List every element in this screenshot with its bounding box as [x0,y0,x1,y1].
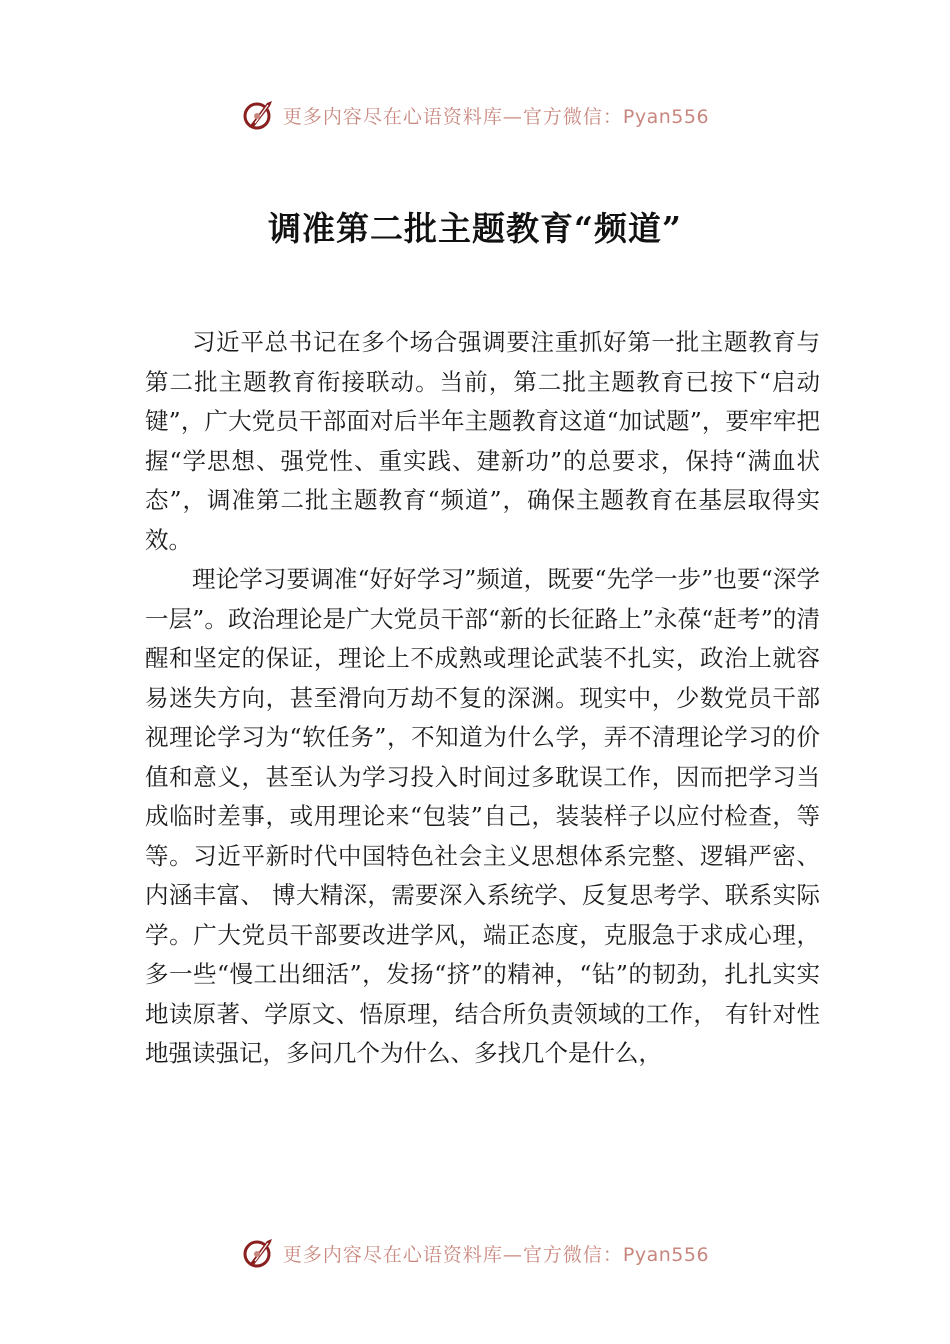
document-title: 调准第二批主题教育“频道” [268,209,682,248]
header-banner [0,95,950,135]
footer-wechat-id: Pyan556 [622,1243,710,1266]
header-wechat-id: Pyan556 [622,105,710,128]
footer-banner [0,1233,950,1273]
header-banner-text: 更多内容尽在心语资料库—官方微信：Pyan556 [282,105,710,128]
paragraph-1: 习近平总书记在多个场合强调要注重抓好第一批主题教育与第二批主题教育衔接联动。当前，第二批主题教育已按下“启动键”，广大党员干部面对后半年主题教育这道“加试题”，要牢牢把握“学思想、强党性、重实践、建新功”的总要求，保持“满血状态”，调准第二批主题教育“频道”，确保主题教育在基层取得实效。 [145,328,820,554]
document-body [145,323,820,1074]
paragraph-2: 理论学习要调准“好好学习”频道，既要“先学一步”也要“深学一层”。政治理论是广大党员干部“新的长征路上”永葆“赶考”的清醒和坚定的保证，理论上不成熟或理论武装不扎实，政治上就容易迷失方向，甚至滑向万劫不复的深渊。现实中，少数党员干部视理论学习为“软任务”，不知道为什么学，弄不清理论学习的价值和意义，甚至认为学习投入时间过多耽误工作，因而把学习当成临时差事，或用理论来“包装”自己，装装样子以应付检查，等等。习近平新时代中国特色社会主义思想体系完整、逻辑严密、内涵丰富、 博大精深，需要深入系统学、反复思考学、联系实际学。广大党员干部要改进学风，端正态度，克服急于求成心理，多一些“慢工出细活”，发扬“挤”的精神，“钻”的韧劲，扎扎实实地读原著、学原文、悟原理，结合所负责领域的工作， 有针对性地强读强记，多问几个为什么、多找几个是什么， [145,565,820,1067]
footer-banner-text: 更多内容尽在心语资料库—官方微信：Pyan556 [282,1243,710,1266]
quill-pen-circle-icon [241,97,277,133]
quill-pen-circle-icon [241,1235,277,1271]
